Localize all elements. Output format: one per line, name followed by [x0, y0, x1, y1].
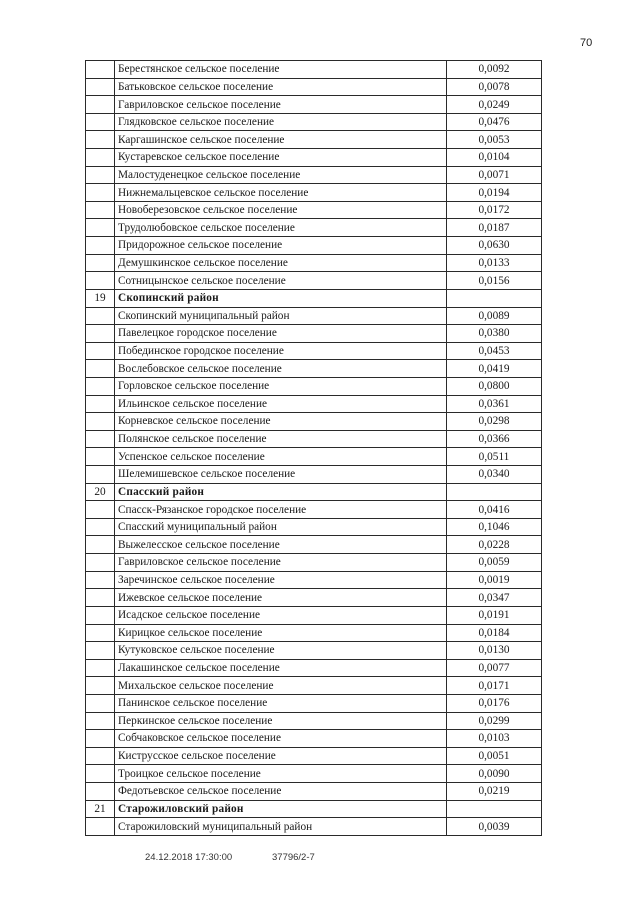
row-value: 0,0416 — [447, 501, 542, 519]
row-name: Выжелесское сельское поселение — [115, 536, 447, 554]
row-value: 0,0053 — [447, 131, 542, 149]
row-value: 0,0298 — [447, 413, 542, 431]
table-row — [86, 413, 542, 431]
row-value: 0,0219 — [447, 782, 542, 800]
footer-code: 37796/2-7 — [272, 852, 315, 863]
row-number — [86, 818, 115, 836]
table-row — [86, 642, 542, 660]
row-value: 0,0347 — [447, 589, 542, 607]
row-name: Спасский муниципальный район — [115, 518, 447, 536]
row-name: Михальское сельское поселение — [115, 677, 447, 695]
row-name: Ильинское сельское поселение — [115, 395, 447, 413]
table-row — [86, 395, 542, 413]
row-name: Глядковское сельское поселение — [115, 113, 447, 131]
row-number — [86, 413, 115, 431]
row-number: 20 — [86, 483, 115, 501]
table-row — [86, 325, 542, 343]
row-number — [86, 342, 115, 360]
table-row — [86, 219, 542, 237]
row-name: Гавриловское сельское поселение — [115, 554, 447, 572]
row-number — [86, 554, 115, 572]
row-value: 0,0249 — [447, 96, 542, 114]
row-number — [86, 624, 115, 642]
row-number — [86, 747, 115, 765]
row-name: Шелемишевское сельское поселение — [115, 466, 447, 484]
row-value — [447, 289, 542, 307]
table-row — [86, 184, 542, 202]
district-row — [86, 800, 542, 818]
row-number — [86, 448, 115, 466]
row-value: 0,0361 — [447, 395, 542, 413]
row-value — [447, 800, 542, 818]
row-number — [86, 782, 115, 800]
row-value: 0,0078 — [447, 78, 542, 96]
row-name: Демушкинское сельское поселение — [115, 254, 447, 272]
row-value: 0,0630 — [447, 237, 542, 255]
row-value: 0,0191 — [447, 606, 542, 624]
row-number — [86, 325, 115, 343]
table-row — [86, 677, 542, 695]
row-name: Полянское сельское поселение — [115, 430, 447, 448]
row-number — [86, 272, 115, 290]
row-number — [86, 61, 115, 79]
row-name: Ижевское сельское поселение — [115, 589, 447, 607]
table-row — [86, 131, 542, 149]
page-number: 70 — [580, 37, 593, 49]
row-name: Кустаревское сельское поселение — [115, 149, 447, 167]
row-number — [86, 466, 115, 484]
table-row — [86, 571, 542, 589]
row-value: 0,0299 — [447, 712, 542, 730]
row-value: 0,0511 — [447, 448, 542, 466]
table-row — [86, 466, 542, 484]
row-number — [86, 430, 115, 448]
row-value — [447, 483, 542, 501]
table-row — [86, 501, 542, 519]
row-name: Киструсское сельское поселение — [115, 747, 447, 765]
row-value: 0,0092 — [447, 61, 542, 79]
row-name: Трудолюбовское сельское поселение — [115, 219, 447, 237]
row-number — [86, 712, 115, 730]
row-value: 0,0800 — [447, 377, 542, 395]
table-row — [86, 430, 542, 448]
row-name: Сотницынское сельское поселение — [115, 272, 447, 290]
row-name: Лакашинское сельское поселение — [115, 659, 447, 677]
row-value: 0,0089 — [447, 307, 542, 325]
table-body — [86, 61, 542, 836]
table-row — [86, 78, 542, 96]
row-name: Скопинский муниципальный район — [115, 307, 447, 325]
table-row — [86, 166, 542, 184]
row-value: 0,0156 — [447, 272, 542, 290]
row-value: 0,0077 — [447, 659, 542, 677]
row-number — [86, 518, 115, 536]
row-name: Спасский район — [115, 483, 447, 501]
row-name: Горловское сельское поселение — [115, 377, 447, 395]
row-number — [86, 113, 115, 131]
row-name: Берестянское сельское поселение — [115, 61, 447, 79]
row-number — [86, 730, 115, 748]
table-row — [86, 747, 542, 765]
row-number — [86, 606, 115, 624]
row-value: 0,0059 — [447, 554, 542, 572]
table-row — [86, 360, 542, 378]
row-name: Кутуковское сельское поселение — [115, 642, 447, 660]
table-row — [86, 377, 542, 395]
row-name: Батьковское сельское поселение — [115, 78, 447, 96]
row-value: 0,0453 — [447, 342, 542, 360]
row-number — [86, 377, 115, 395]
row-value: 0,0130 — [447, 642, 542, 660]
row-name: Павелецкое городское поселение — [115, 325, 447, 343]
row-name: Успенское сельское поселение — [115, 448, 447, 466]
row-name: Спасск-Рязанское городское поселение — [115, 501, 447, 519]
row-name: Федотьевское сельское поселение — [115, 782, 447, 800]
table-row — [86, 272, 542, 290]
row-name: Придорожное сельское поселение — [115, 237, 447, 255]
table-row — [86, 518, 542, 536]
table-row — [86, 624, 542, 642]
row-number — [86, 642, 115, 660]
row-number — [86, 501, 115, 519]
table-row — [86, 254, 542, 272]
row-name: Скопинский район — [115, 289, 447, 307]
table-row — [86, 765, 542, 783]
row-value: 0,0039 — [447, 818, 542, 836]
row-number — [86, 131, 115, 149]
row-number: 19 — [86, 289, 115, 307]
row-number — [86, 96, 115, 114]
row-name: Гавриловское сельское поселение — [115, 96, 447, 114]
row-value: 0,0194 — [447, 184, 542, 202]
row-number — [86, 307, 115, 325]
row-value: 0,0103 — [447, 730, 542, 748]
row-name: Малостуденецкое сельское поселение — [115, 166, 447, 184]
table-row — [86, 237, 542, 255]
table-row — [86, 201, 542, 219]
row-name: Троицкое сельское поселение — [115, 765, 447, 783]
row-name: Перкинское сельское поселение — [115, 712, 447, 730]
row-value: 0,0019 — [447, 571, 542, 589]
allocation-table — [85, 60, 542, 836]
footer-date: 24.12.2018 17:30:00 — [145, 852, 233, 863]
row-name: Каргашинское сельское поселение — [115, 131, 447, 149]
table-row — [86, 342, 542, 360]
row-number — [86, 765, 115, 783]
row-name: Новоберезовское сельское поселение — [115, 201, 447, 219]
table-row — [86, 694, 542, 712]
row-name: Исадское сельское поселение — [115, 606, 447, 624]
row-number: 21 — [86, 800, 115, 818]
row-value: 0,1046 — [447, 518, 542, 536]
row-name: Старожиловский муниципальный район — [115, 818, 447, 836]
table-row — [86, 730, 542, 748]
row-name: Заречинское сельское поселение — [115, 571, 447, 589]
row-name: Собчаковское сельское поселение — [115, 730, 447, 748]
row-number — [86, 254, 115, 272]
row-number — [86, 201, 115, 219]
row-name: Старожиловский район — [115, 800, 447, 818]
table-row — [86, 536, 542, 554]
row-value: 0,0419 — [447, 360, 542, 378]
table-row — [86, 554, 542, 572]
row-value: 0,0228 — [447, 536, 542, 554]
table-row — [86, 307, 542, 325]
row-value: 0,0090 — [447, 765, 542, 783]
table-row — [86, 712, 542, 730]
row-name: Вослебовское сельское поселение — [115, 360, 447, 378]
table-row — [86, 61, 542, 79]
row-number — [86, 219, 115, 237]
row-number — [86, 694, 115, 712]
row-value: 0,0171 — [447, 677, 542, 695]
row-name: Кирицкое сельское поселение — [115, 624, 447, 642]
table-row — [86, 96, 542, 114]
row-number — [86, 589, 115, 607]
row-name: Корневское сельское поселение — [115, 413, 447, 431]
row-value: 0,0187 — [447, 219, 542, 237]
table-row — [86, 589, 542, 607]
table-row — [86, 782, 542, 800]
row-value: 0,0172 — [447, 201, 542, 219]
row-number — [86, 677, 115, 695]
row-value: 0,0133 — [447, 254, 542, 272]
row-name: Панинское сельское поселение — [115, 694, 447, 712]
table-row — [86, 113, 542, 131]
row-number — [86, 536, 115, 554]
row-value: 0,0184 — [447, 624, 542, 642]
district-row — [86, 289, 542, 307]
table-row — [86, 606, 542, 624]
row-number — [86, 166, 115, 184]
row-number — [86, 149, 115, 167]
table-row — [86, 659, 542, 677]
row-number — [86, 659, 115, 677]
table-row — [86, 448, 542, 466]
row-number — [86, 237, 115, 255]
row-number — [86, 78, 115, 96]
row-number — [86, 184, 115, 202]
row-number — [86, 360, 115, 378]
row-value: 0,0071 — [447, 166, 542, 184]
table-row — [86, 818, 542, 836]
row-value: 0,0380 — [447, 325, 542, 343]
row-value: 0,0176 — [447, 694, 542, 712]
row-number — [86, 395, 115, 413]
row-value: 0,0340 — [447, 466, 542, 484]
row-name: Нижнемальцевское сельское поселение — [115, 184, 447, 202]
table-row — [86, 149, 542, 167]
row-value: 0,0104 — [447, 149, 542, 167]
row-value: 0,0476 — [447, 113, 542, 131]
row-name: Побединское городское поселение — [115, 342, 447, 360]
row-number — [86, 571, 115, 589]
row-value: 0,0366 — [447, 430, 542, 448]
district-row — [86, 483, 542, 501]
row-value: 0,0051 — [447, 747, 542, 765]
